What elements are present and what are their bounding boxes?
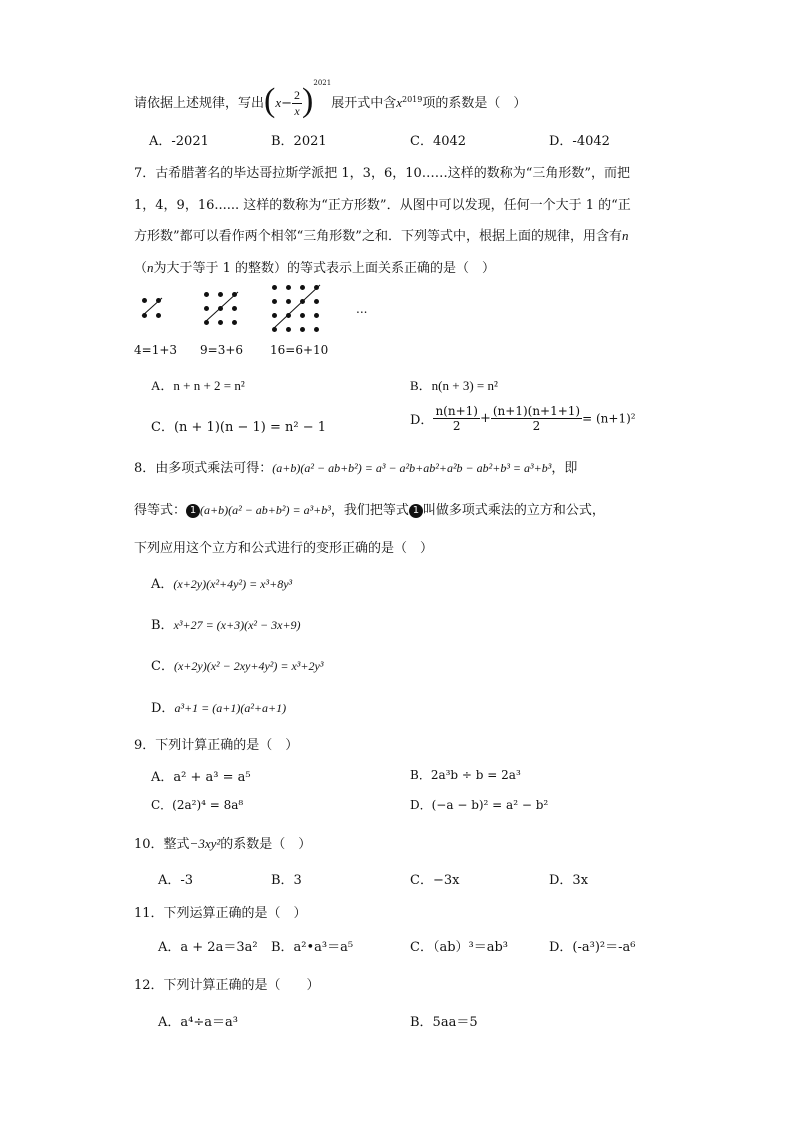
- q6-prompt-mid: 展开式中含: [331, 96, 397, 111]
- q7-option-d-frac2: [491, 404, 582, 433]
- q12-stem: 12．下列计算正确的是（ ）: [134, 978, 320, 993]
- q10-stem-pre: 10．整式: [134, 837, 190, 852]
- q8-option-b-label: B．: [151, 618, 174, 633]
- q6-left-paren: (: [264, 82, 276, 119]
- q7-d-frac2-den: 2: [532, 419, 541, 433]
- q11-option-a[interactable]: A．a + 2a＝3a²: [158, 940, 258, 955]
- dot-figure-16: [270, 283, 326, 335]
- q7-option-c[interactable]: C．(n + 1)(n − 1) = n² − 1: [151, 420, 327, 435]
- q8-circle-one-ref: 1: [409, 504, 423, 518]
- q6-prompt-post: 项的系数是（ ）: [422, 96, 527, 111]
- q8-line1: [134, 457, 577, 476]
- q7-line3-var: n: [621, 228, 629, 243]
- q8-option-c-expr: (x+2y)(x² − 2xy+4y²) = x³+2y³: [173, 659, 324, 673]
- q12-option-b[interactable]: B．5aa＝5: [410, 1015, 478, 1030]
- q9-option-b[interactable]: B．2a³b ÷ b = 2a³: [410, 768, 521, 782]
- q8-circle-one: 1: [186, 504, 200, 518]
- q6-option-d[interactable]: D．-4042: [549, 134, 610, 149]
- q8-line2: [134, 499, 605, 518]
- q8-option-b-expr: x³+27 = (x+3)(x² − 3x+9): [173, 618, 301, 632]
- q12-option-a[interactable]: A．a⁴÷a＝a³: [158, 1015, 238, 1030]
- q6-fraction: [292, 88, 302, 119]
- q8-line2-tail: 叫做多项式乘法的立方和公式，: [422, 503, 605, 518]
- q10-option-d[interactable]: D．3x: [549, 873, 589, 888]
- q8-line1-pre: 8．由多项式乘法可得：: [134, 461, 273, 476]
- q7-option-d[interactable]: [410, 404, 636, 433]
- q7-line4-post: 为大于等于 1 的整数）的等式表示上面关系正确的是（ ）: [153, 261, 496, 276]
- q8-option-d[interactable]: [151, 697, 286, 716]
- q6-right-paren: ): [302, 82, 314, 119]
- q6-expr-x: x: [275, 95, 282, 110]
- q10-stem-post: 的系数是（ ）: [220, 837, 312, 852]
- q6-frac-num: 2: [294, 88, 301, 102]
- q10-stem: [134, 833, 311, 852]
- q11-option-d[interactable]: D．(-a³)²＝-a⁶: [549, 940, 636, 955]
- q6-term-exp: 2019: [401, 95, 423, 104]
- q8-line2-pre: 得等式：: [134, 503, 187, 518]
- q11-option-c[interactable]: C．（ab）³＝ab³: [410, 940, 509, 955]
- q8-line3: 下列应用这个立方和公式进行的变形正确的是（ ）: [134, 541, 434, 556]
- q8-option-b[interactable]: [151, 614, 301, 633]
- q7-option-d-frac1: [433, 404, 480, 433]
- q7-line2: 1，4，9，16...... 这样的数称为“正方形数”．从图中可以发现，任何一个大于 1 的“正: [134, 198, 631, 213]
- dot-figure-4: [140, 296, 166, 322]
- q8-option-a-expr: (x+2y)(x²+4y²) = x³+8y³: [173, 577, 293, 591]
- q10-option-a[interactable]: A．-3: [158, 873, 194, 888]
- q8-option-a[interactable]: [151, 573, 292, 592]
- q7-line3-text: 方形数”都可以看作两个相邻“三角形数”之和．下列等式中，根据上面的规律，用含有: [134, 229, 622, 244]
- q9-stem: 9．下列计算正确的是（ ）: [134, 738, 299, 753]
- q7-d-frac2-num: (n+1)(n+1+1): [492, 404, 581, 418]
- q7-line4: [134, 257, 495, 276]
- q8-option-c-label: C．: [151, 659, 174, 674]
- q8-line1-expr: (a+b)(a² − ab+b²) = a³ − a²b+ab²+a²b − ab²+b³ = a³+b³: [272, 461, 552, 475]
- q9-option-c[interactable]: C．(2a²)⁴ = 8a⁸: [151, 798, 244, 812]
- q8-option-d-label: D．: [151, 701, 175, 716]
- q7-line4-pre: （: [134, 261, 148, 276]
- q8-option-d-expr: a³+1 = (a+1)(a²+a+1): [174, 701, 287, 715]
- q7-line3: [134, 225, 628, 244]
- q7-d-plus: +: [479, 411, 491, 426]
- q8-line2-post: ，我们把等式: [330, 503, 409, 518]
- q7-line4-var: n: [147, 260, 154, 275]
- q6-frac-den: x: [294, 104, 300, 118]
- q6-option-a[interactable]: A．-2021: [149, 134, 209, 149]
- q6-option-b[interactable]: B．2021: [271, 134, 327, 149]
- q6-prompt-pre: 请依据上述规律，写出: [134, 96, 265, 111]
- q6-stem: [134, 78, 526, 119]
- q9-option-a[interactable]: A．a² + a³ = a⁵: [151, 770, 251, 785]
- q7-option-a[interactable]: A．n + n + 2 = n²: [151, 378, 245, 393]
- q9-option-d[interactable]: D．(−a − b)² = a² − b²: [410, 798, 549, 812]
- figure-caption-4: 4=1+3: [134, 343, 178, 357]
- figure-caption-9: 9=3+6: [200, 343, 244, 357]
- q6-exponent: 2021: [313, 79, 332, 87]
- q7-line1: 7．古希腊著名的毕达哥拉斯学派把 1，3，6，10……这样的数称为“三角形数”，而把: [134, 166, 631, 181]
- q7-option-d-label: D．: [410, 413, 434, 428]
- q6-expr-minus: −: [281, 96, 293, 111]
- figure-caption-16: 16=6+10: [270, 343, 329, 357]
- q10-stem-expr: −3xy²: [189, 836, 221, 851]
- q8-option-c[interactable]: [151, 655, 323, 674]
- q6-term-base: x: [396, 95, 402, 110]
- q11-stem: 11．下列运算正确的是（ ）: [134, 906, 307, 921]
- dot-figure-ellipsis: ...: [356, 302, 368, 316]
- q8-line2-expr: (a+b)(a² − ab+b²) = a³+b³: [200, 503, 331, 517]
- q7-d-frac1-num: n(n+1): [435, 404, 478, 418]
- q7-d-frac1-den: 2: [452, 419, 461, 433]
- q8-option-a-label: A．: [151, 577, 174, 592]
- q11-option-b[interactable]: B．a²•a³＝a⁵: [271, 940, 354, 955]
- q10-option-c[interactable]: C．−3x: [410, 873, 460, 888]
- dot-figure-9: [202, 290, 242, 330]
- q8-line1-post: ，即: [551, 461, 578, 476]
- q10-option-b[interactable]: B．3: [271, 873, 302, 888]
- q7-option-b[interactable]: B．n(n + 3) = n²: [410, 378, 498, 393]
- q6-option-c[interactable]: C．4042: [410, 134, 467, 149]
- q7-d-rhs: = (n+1)²: [582, 411, 636, 426]
